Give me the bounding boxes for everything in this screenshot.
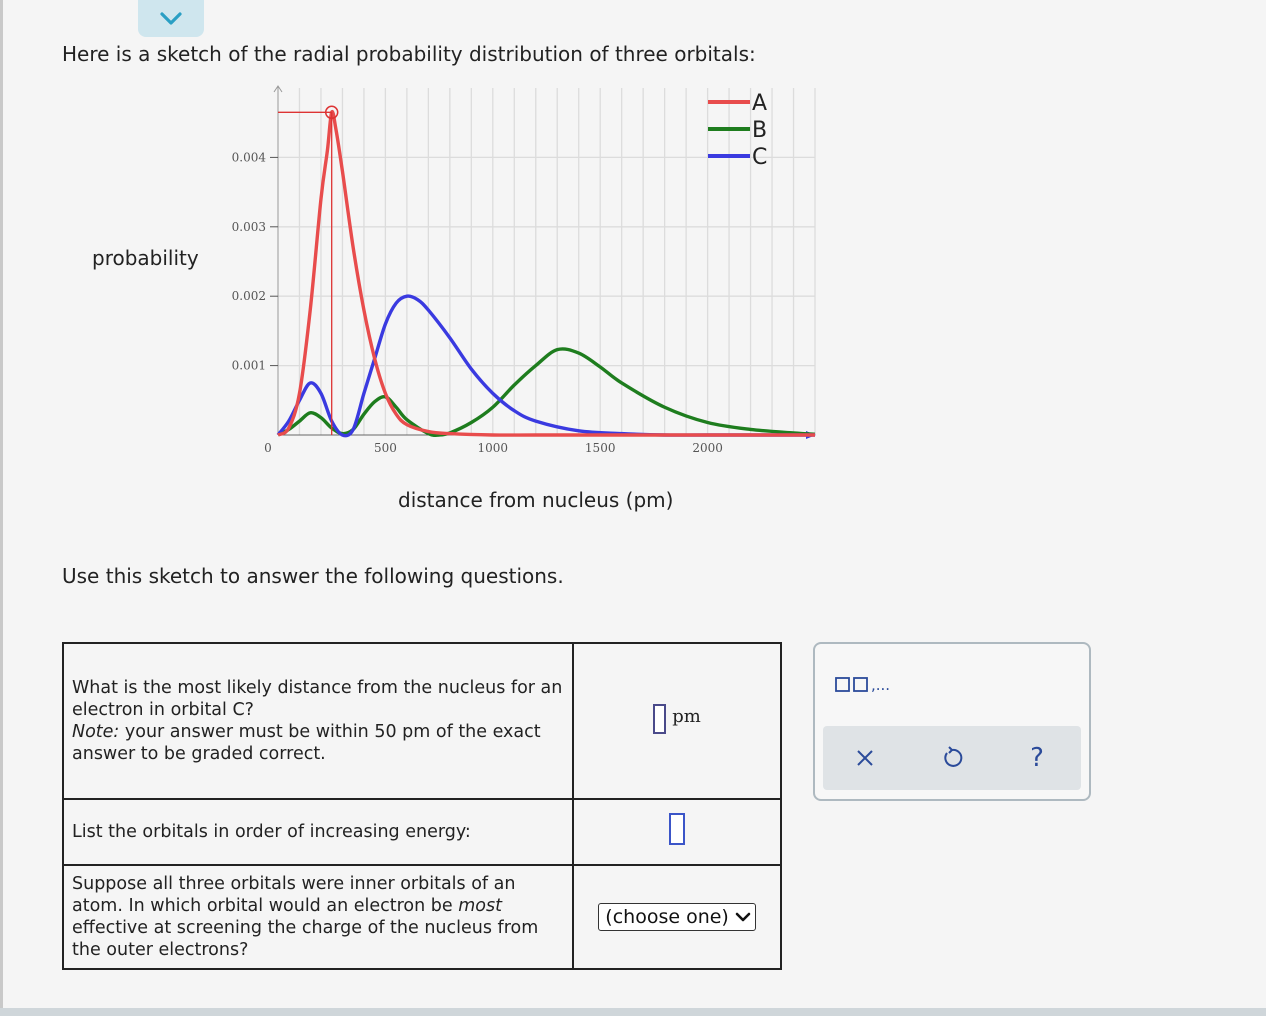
legend-label-A: A: [752, 91, 768, 116]
note-text: your answer must be within 50 pm of the exact answer to be graded correct.: [72, 722, 541, 764]
y-tick-label: 0.002: [231, 289, 266, 304]
svg-text:?: ?: [1030, 744, 1044, 772]
legend-label-C: C: [752, 145, 768, 170]
left-border: [0, 0, 3, 1016]
order-input[interactable]: [669, 813, 685, 845]
template-boxes-icon: [835, 676, 871, 694]
answer-cell: [573, 643, 781, 799]
help-icon: [1025, 744, 1049, 772]
answer-cell: [573, 799, 781, 865]
question-text: List the orbitals in order of increasing energy:: [72, 822, 471, 842]
question-text-part: effective at screening the charge of the nucleus from the outer electrons?: [72, 918, 539, 960]
x-tick-label: 500: [373, 441, 397, 455]
select-value: (choose one): [605, 906, 729, 928]
question-emphasis: most: [458, 896, 502, 916]
template-button[interactable]: [835, 676, 890, 694]
bottom-bar: [0, 1008, 1266, 1016]
series-line-A: [278, 112, 815, 435]
chevron-down-icon: [159, 11, 183, 27]
x-tick-label: 2000: [692, 441, 723, 455]
x-axis-label: distance from nucleus (pm): [398, 488, 674, 512]
question-cell: [63, 643, 573, 799]
x-tick-label: 1500: [584, 441, 616, 455]
undo-icon: [940, 746, 964, 770]
x-tick-label: 1000: [477, 441, 509, 455]
y-tick-label: 0.003: [231, 219, 266, 234]
collapse-button[interactable]: [138, 0, 204, 37]
distance-input[interactable]: [653, 704, 666, 734]
undo-button[interactable]: [938, 744, 966, 772]
question-row: [63, 643, 781, 799]
y-axis-label: probability: [92, 246, 199, 270]
clear-button[interactable]: [851, 744, 879, 772]
note-label: Note:: [72, 722, 120, 742]
answer-tools-panel: [813, 642, 1091, 801]
question-text: What is the most likely distance from the nucleus for an electron in orbital C?: [72, 678, 563, 720]
template-label: ,...: [871, 676, 891, 694]
intro-text: Here is a sketch of the radial probability distribution of three orbitals:: [62, 42, 756, 66]
series-line-B: [278, 349, 815, 435]
question-text-part: Suppose all three orbitals were inner orbitals of an atom. In which orbital would an electron be: [72, 874, 516, 916]
help-button[interactable]: [1023, 744, 1051, 772]
y-tick-label: 0.004: [231, 150, 266, 165]
radial-distribution-chart: [200, 80, 820, 465]
question-cell: [63, 799, 573, 865]
legend-label-B: B: [752, 118, 768, 143]
chevron-down-icon: [735, 911, 751, 923]
question-row: [63, 799, 781, 865]
question-cell: [63, 865, 573, 969]
question-row: [63, 865, 781, 969]
tool-actions-bar: [823, 726, 1081, 790]
close-icon: [854, 747, 876, 769]
unit-label: pm: [672, 706, 701, 727]
x-tick-label: 0: [264, 441, 272, 455]
answer-cell: [573, 865, 781, 969]
y-tick-label: 0.001: [231, 358, 266, 373]
instructions-text: Use this sketch to answer the following questions.: [62, 564, 564, 588]
question-table: [62, 642, 782, 970]
orbital-select[interactable]: [598, 903, 756, 931]
